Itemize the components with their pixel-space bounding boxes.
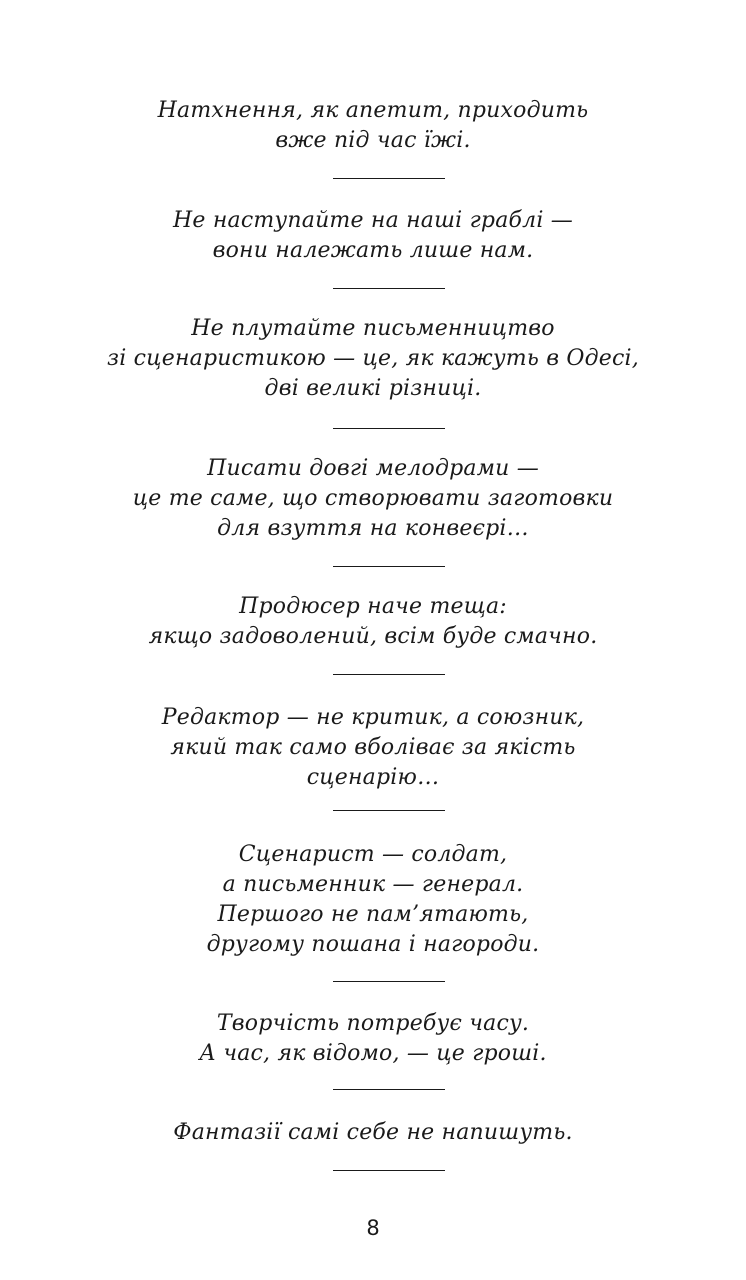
quote-line: вони належать лише нам.	[212, 238, 534, 263]
quote-3	[0, 314, 746, 404]
quote-line: а письменник — генерал.	[222, 872, 524, 897]
separator-rule	[333, 981, 445, 982]
quote-line: Продюсер наче теща:	[239, 594, 507, 619]
separator-rule	[333, 674, 445, 675]
separator-rule	[333, 1170, 445, 1171]
quote-4	[0, 454, 746, 544]
separator-rule	[333, 1089, 445, 1090]
quote-line: Не наступайте на наші граблі —	[173, 208, 573, 233]
quote-line: Сценарист — солдат,	[238, 842, 508, 867]
quote-line: який так само вболіває за якість	[170, 735, 576, 760]
quote-line: вже під час їжі.	[275, 128, 471, 153]
quote-1	[0, 96, 746, 156]
quote-line: зі сценаристикою — це, як кажуть в Одесі,	[107, 346, 639, 371]
page-number: 8	[366, 1216, 380, 1240]
quote-5	[0, 592, 746, 652]
separator-rule	[333, 810, 445, 811]
quote-line: дві великі різниці.	[264, 376, 482, 401]
separator-rule	[333, 566, 445, 567]
quote-line: А час, як відомо, — це гроші.	[199, 1041, 547, 1066]
separator-rule	[333, 428, 445, 429]
quote-line: це те саме, що створювати заготовки	[132, 486, 614, 511]
quote-line: Фантазії самі себе не напишуть.	[173, 1120, 573, 1145]
quote-line: Писати довгі мелодрами —	[207, 456, 539, 481]
quote-line: Натхнення, як апетит, приходить	[157, 98, 589, 123]
quote-line: Першого не пам’ятають,	[217, 902, 529, 927]
quote-9	[0, 1118, 746, 1148]
quote-line: Не плутайте письменництво	[191, 316, 555, 341]
quote-line: якщо задоволений, всім буде смачно.	[148, 624, 598, 649]
quote-8	[0, 1009, 746, 1069]
quote-7	[0, 840, 746, 960]
quote-2	[0, 206, 746, 266]
quote-line: сценарію…	[306, 765, 440, 790]
quote-line: другому пошана і нагороди.	[206, 932, 540, 957]
quote-line: Творчість потребує часу.	[216, 1011, 530, 1036]
quote-line: Редактор — не критик, а союзник,	[161, 705, 585, 730]
quote-line: для взуття на конвеєрі…	[217, 516, 529, 541]
separator-rule	[333, 288, 445, 289]
quote-6	[0, 703, 746, 793]
separator-rule	[333, 178, 445, 179]
